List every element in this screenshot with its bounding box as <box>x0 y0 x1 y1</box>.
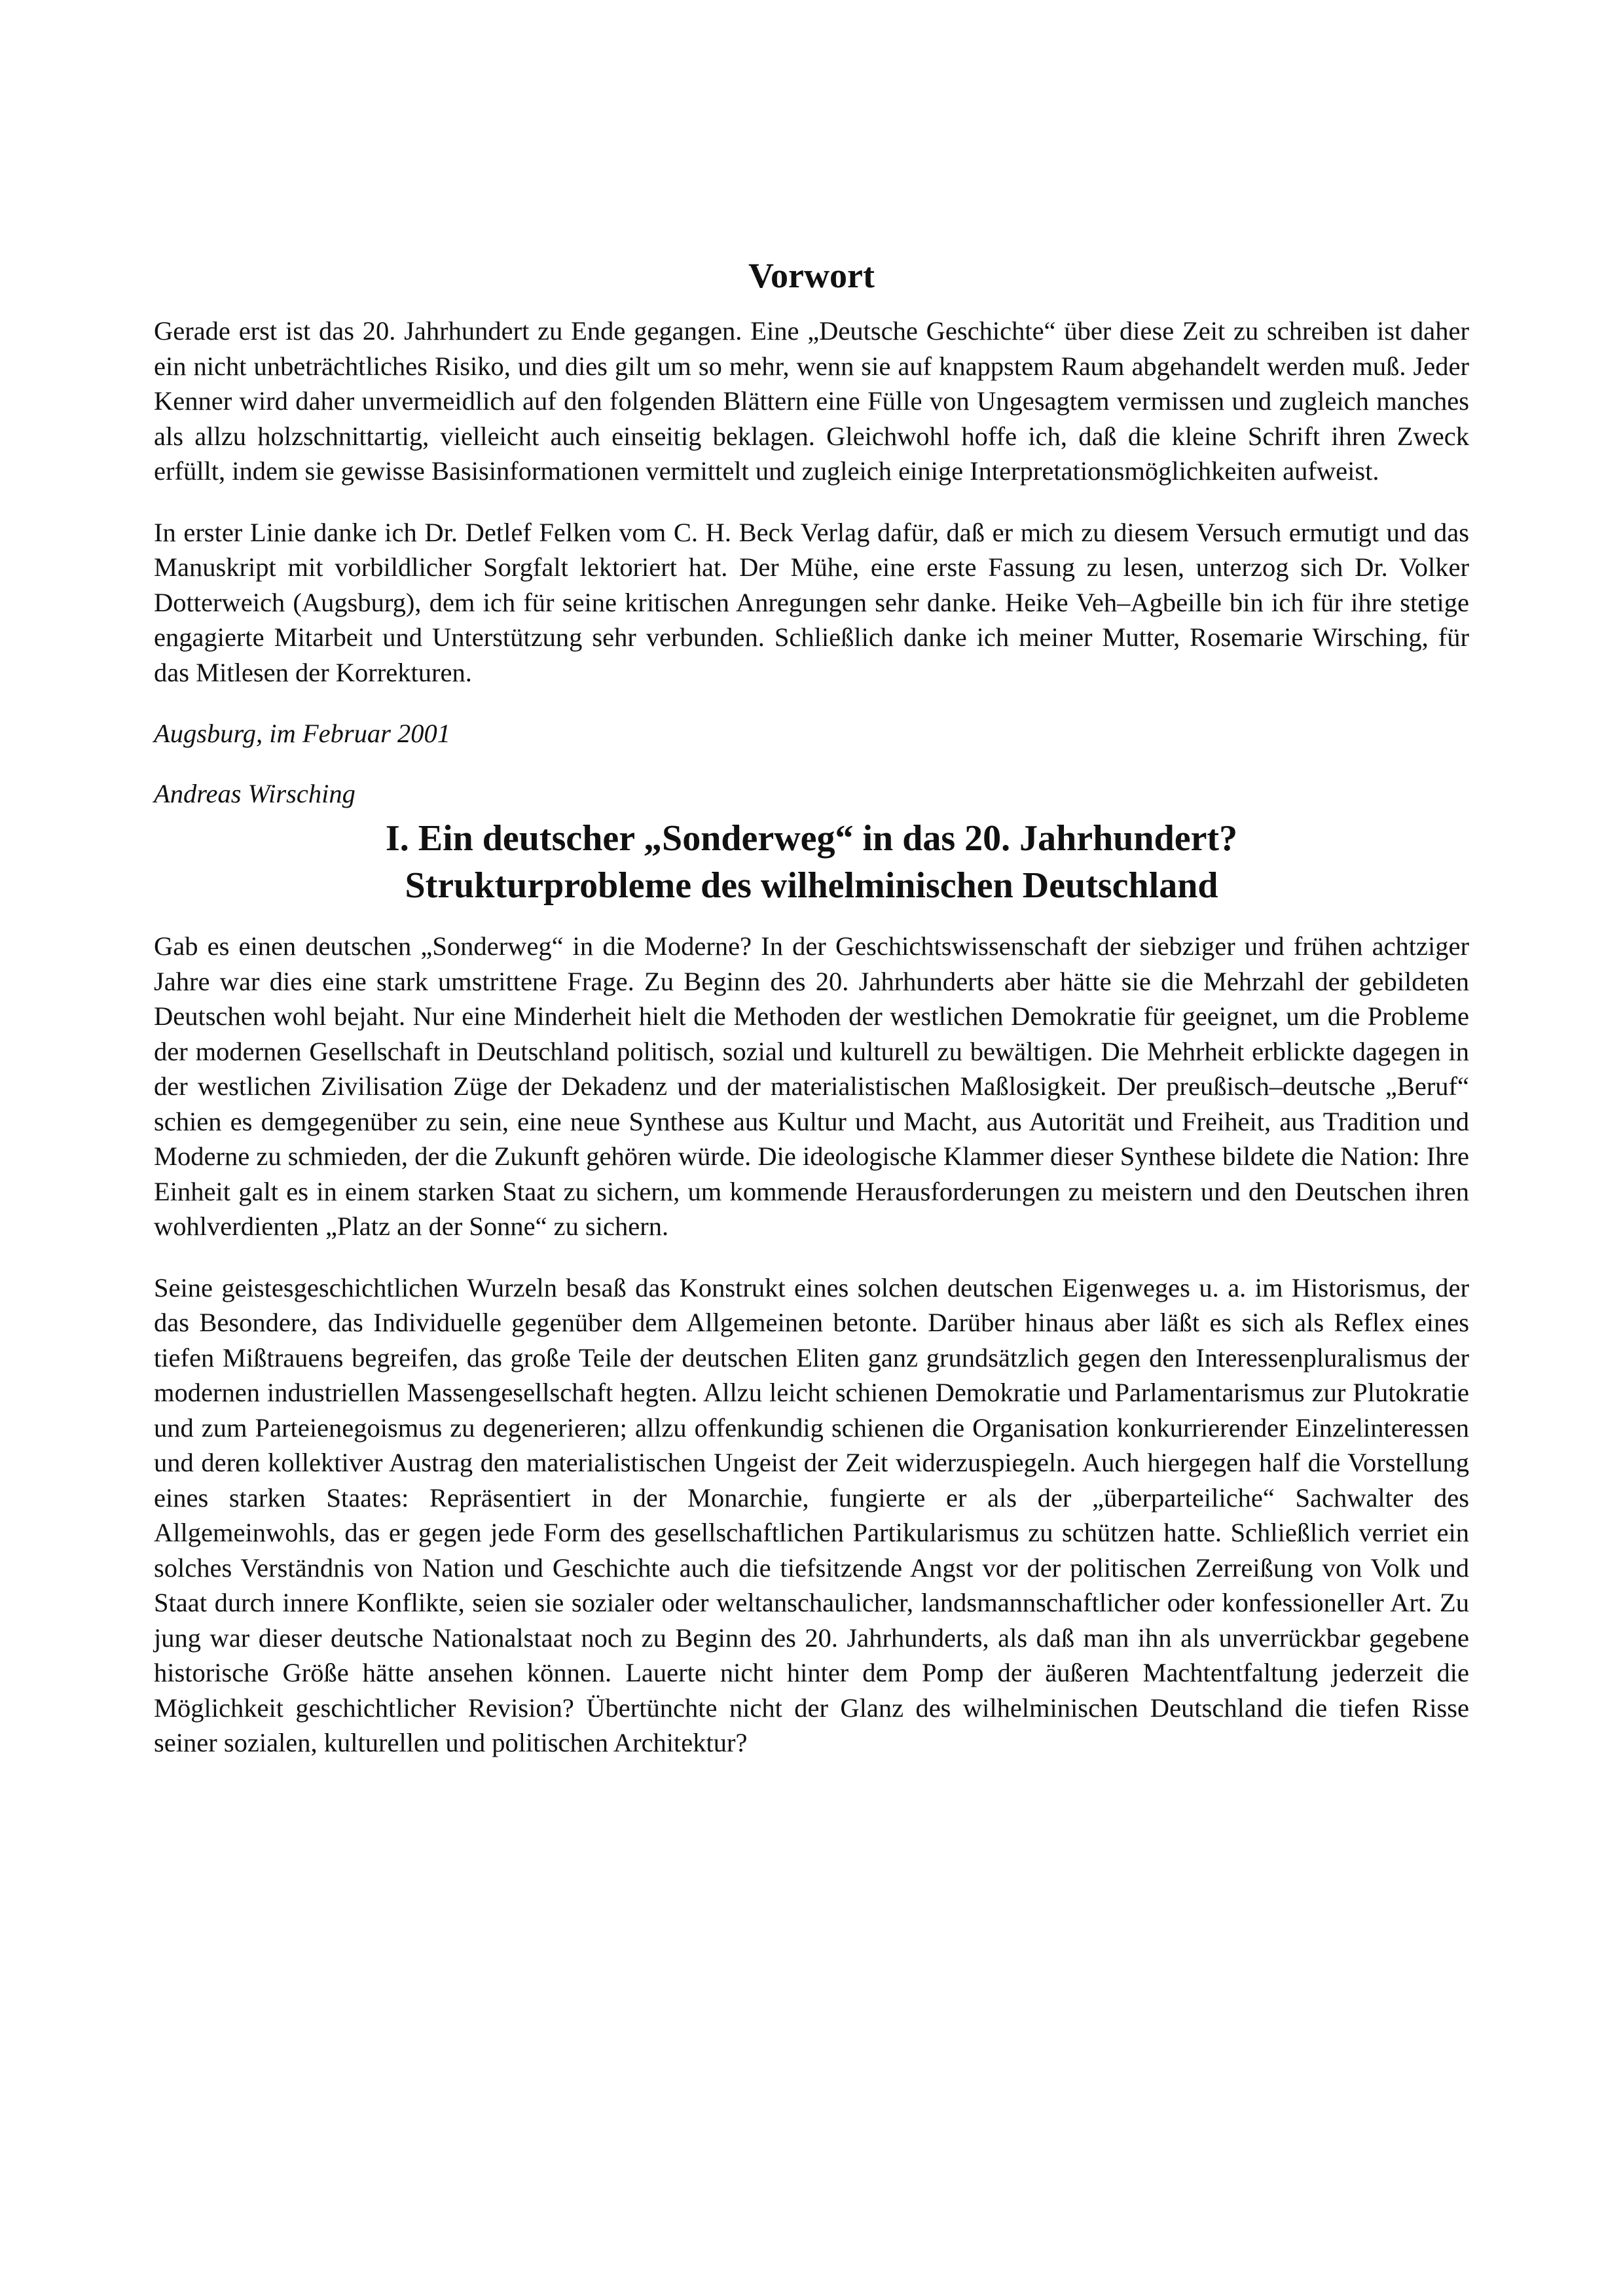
preface-title: Vorwort <box>748 256 875 295</box>
chapter-title-line-2: Strukturprobleme des wilhelminischen Deutschland <box>405 865 1218 906</box>
author-signature: Andreas Wirsching <box>154 778 356 808</box>
chapter-title-line-1: I. Ein deutscher „Sonderweg“ in das 20. Jahrhundert? <box>385 818 1238 859</box>
chapter-paragraph-1: Gab es einen deutschen „Sonderweg“ in die Moderne? In der Geschichtswissenschaft der siebziger und frühen achtziger Jahre war dies eine stark umstrittene Frage. Zu Beginn des 20. Jahrhunderts aber hätte sie die Mehrzahl der gebildeten Deutschen wohl bejaht. Nur eine Minderheit hielt die Methoden der westlichen Demokratie für geeignet, um die Probleme der modernen Gesellschaft in Deutschland politisch, sozial und kulturell zu bewältigen. Die Mehrheit erblickte dagegen in der westlichen Zivilisation Züge der Dekadenz und der materialistischen Maßlosigkeit. Der preußisch–deutsche „Beruf“ schien es demgegenüber zu sein, eine neue Synthese aus Kultur und Macht, aus Autorität und Freiheit, aus Tradition und Moderne zu schmieden, der die Zukunft gehören würde. Die ideologische Klammer dieser Synthese bildete die Nation: Ihre Einheit galt es in einem starken Staat zu sichern, um kommende Herausforderungen zu meistern und den Deutschen ihren wohlverdienten „Platz an der Sonne“ zu sichern. <box>154 931 1469 1241</box>
preface-paragraph-1: Gerade erst ist das 20. Jahrhundert zu Ende gegangen. Eine „Deutsche Geschichte“ über diese Zeit zu schreiben ist daher ein nicht unbeträchtliches Risiko, und dies gilt um so mehr, wenn sie auf knappstem Raum abgehandelt werden muß. Jeder Kenner wird daher unvermeidlich auf den folgenden Blättern eine Fülle von Ungesagtem vermissen und zugleich manches als allzu holzschnittartig, vielleicht auch einseitig beklagen. Gleichwohl hoffe ich, daß die kleine Schrift ihren Zweck erfüllt, indem sie gewisse Basisinformationen vermittelt und zugleich einige Interpretationsmöglichkeiten aufweist. <box>154 316 1469 486</box>
document-page <box>154 252 1469 1761</box>
preface-paragraph-2: In erster Linie danke ich Dr. Detlef Felken vom C. H. Beck Verlag dafür, daß er mich zu diesem Versuch ermutigt und das Manuskript mit vorbildlicher Sorgfalt lektoriert hat. Der Mühe, eine erste Fassung zu lesen, unterzog sich Dr. Volker Dotterweich (Augsburg), dem ich für seine kritischen Anregungen sehr danke. Heike Veh–Agbeille bin ich für ihre stetige engagierte Mitarbeit und Unterstützung sehr verbunden. Schließlich danke ich meiner Mutter, Rosemarie Wirsching, für das Mitlesen der Korrekturen. <box>154 517 1469 687</box>
place-date: Augsburg, im Februar 2001 <box>154 719 450 748</box>
chapter-paragraph-2: Seine geistesgeschichtlichen Wurzeln besaß das Konstrukt eines solchen deutschen Eigenweges u. a. im Historismus, der das Besondere, das Individuelle gegenüber dem Allgemeinen betonte. Darüber hinaus aber läßt es sich als Reflex eines tiefen Mißtrauens begreifen, das große Teile der deutschen Eliten ganz grundsätzlich gegen den Interessenpluralismus der modernen industriellen Massengesellschaft hegten. Allzu leicht schienen Demokratie und Parlamentarismus zur Plutokratie und zum Parteienegoismus zu degenerieren; allzu offenkundig schienen die Organisation konkurrierender Einzelinteressen und deren kollektiver Austrag den materialistischen Ungeist der Zeit widerzuspiegeln. Auch hiergegen half die Vorstellung eines starken Staates: Repräsentiert in der Monarchie, fungierte er als der „überparteiliche“ Sachwalter des Allgemeinwohls, das er gegen jede Form des gesellschaftlichen Partikularismus zu schützen hatte. Schließlich verriet ein solches Verständnis von Nation und Geschichte auch die tiefsitzende Angst vor der politischen Zerreißung von Volk und Staat durch innere Konflikte, seien sie sozialer oder weltanschaulicher, landsmannschaftlicher oder konfessioneller Art. Zu jung war dieser deutsche Nationalstaat noch zu Beginn des 20. Jahrhunderts, als daß man ihn als unverrückbar gegebene historische Größe hätte ansehen können. Lauerte nicht hinter dem Pomp der äußeren Machtentfaltung jederzeit die Möglichkeit geschichtlicher Revision? Übertünchte nicht der Glanz des wilhelminischen Deutschland die tiefen Risse seiner sozialen, kulturellen und politischen Architektur? <box>154 1272 1469 1757</box>
chapter-title <box>154 815 1469 909</box>
